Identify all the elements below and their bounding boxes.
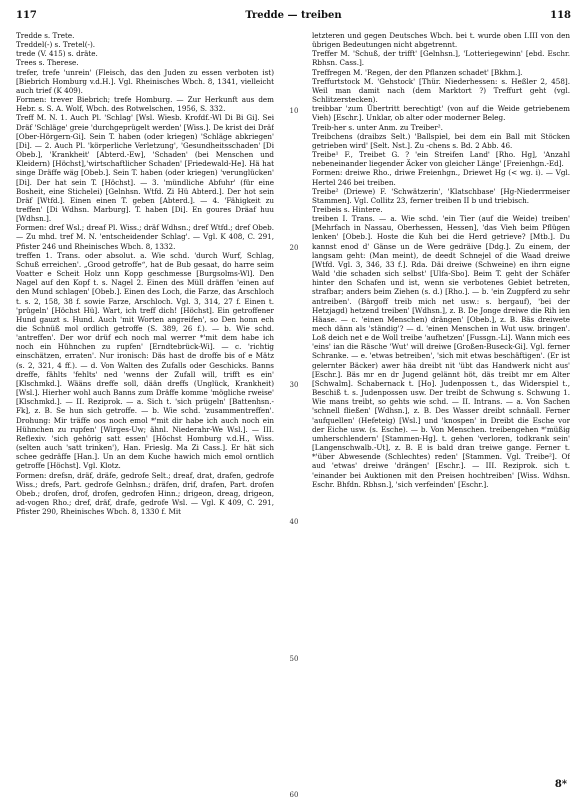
entry-paragraph: Formen: dreiwe Rho., driwe Freienhgn., Driewet Hg (< wg. i). — Vgl. Hertel 246 bei treiben.	[312, 168, 570, 187]
right-column	[312, 31, 570, 776]
entry-paragraph: treibbar 'zum Übertritt berechtigt' (von auf die Weide getriebenem Vieh) [Eschr.]. Unklar, ob alter oder moderner Beleg.	[312, 104, 570, 123]
entry-paragraph: Treffurtstock M. 'Gehstock' [Thür. Niederhessen: s. Heßler 2, 458]. Weil man damit nach (dem Marktort ?) Treffurt geht (vgl. Schlitzerstecken).	[312, 76, 570, 105]
left-column	[16, 31, 274, 776]
line-number: 20	[289, 244, 299, 252]
entry-paragraph: Treddel(-) s. Tretel(-).	[16, 40, 96, 50]
entry-paragraph: Treffregen M. 'Regen, der den Pflanzen schadet' [Bkhm.].	[312, 67, 523, 77]
line-number: 30	[289, 381, 299, 389]
entry-paragraph: letzteren und gegen Deutsches Wbch. bei t. wurde oben I.III von den übrigen Bedeutungen nicht abgetrennt.	[312, 31, 570, 50]
entry-paragraph: Trees s. Therese.	[16, 58, 79, 68]
entry-paragraph: Formen: dref Wsl.; dreaf Pl. Wiss.; dräf Wdhsn.; dref Wtfd.; dref Obeb. — Zu mhd. tref M. N. 'entscheidender Schlag'. — Vgl. K 408, C. 291, Pfister 246 und Rheinisches Wbch. 8, 1332.	[16, 223, 274, 251]
entry-paragraph: treiben I. Trans. — a. Wie schd. 'ein Tier (auf die Weide) treiben' [Mehrfach in Nassau, Oberhessen, Hessen], 'das Vieh beim Pflügen lenken' [Obeb.]. Hoste die Kuh bei die Herd getrieve? [Mtb.]. Du kannst enod d' Gänse un de Were gedräive [Ddg.]. Zu einem, der langsam geht: (Man meint), de deedt Schnejel of die Waad dreiwe [Wtfd. Vgl. 3, 346, 33 f.]. Rda. Däi dreiwe (Schweine) en ihrn eigne Wald 'die schaden sich selbst' [Ulfa-Sbo]. Beim T. geht der Schäfer hinter den Schafen und ist, wenn sie verbotenes Gebiet betreten, strafbar; anders beim Ziehen (s. d.) [Rho.]. — b. 'ein Zugpferd zu sehr antreiben'. (Bärgoff treib mich net usw.: s. bergauf), 'bei der Hetzjagd) hetzend treiben' [Wdhsn.], z. B. De Jonge dreiwe die Rih ien Häase. — c. 'einen Menschen) drängen' [Obeb.], z. B. Bäs dreiwete mech dänn als 'ständig'? — d. 'einen Menschen in Wut usw. bringen'. Loß deich net e de Woll treibe 'aufhetzen' [Fussgn.-Li]. Wann mich ees 'eins' ian die Räsche 'Wut' will dreiwe [Großen-Buseck-Gi]. Vgl. ferner Schranke. — e. 'etwas betreiben', 'sich mit etwas beschäftigen'. (Er ist gelernter Bäcker) awer häa dreibt nit 'übt das Handwerk nicht aus' [Eschr.]. Bäs mr en dr Jugend gelännt höt, däs treibt mr em Alter [Schwalm]. Schabernack t. [Ho]. Judenpossen t., das Widerspiel t., Beschiß t. s. Judenpossen usw. Der treibt de Schwung s. Schwung 1. Wie mans treibt, so gehts wie schd. — II. Intrans. — a. Von Sachen 'schnell fließen' [Wdhsn.], z. B. Des Wasser dreibt schnäall. Ferner 'aufquellen' (Hefeteig) [Wsl.] und 'knospen' in Dreibt die Esche vor der Eiche usw. (s. Esche). — b. Von Menschen. treibengehen *'müßig umherschlendern' [Stammen-Hg]. t. gehen 'verloren, todkrank sein' [Langenschwalb.-Ut], z. B. E is bald dran treiwe gange. Ferner t. *'über Abwesende (Schlechtes) reden' [Stammen. Vgl. Treibe²]. Of aud 'etwas' dreiwe 'drängen' [Eschr.]. — III. Reziprok. sich t. 'einander bei Auktionen mit den Preisen hochtreiben' [Wiss. Wdhsn. Eschr. Bhfdn. Rbhsn.], 'sich verfeinden' [Eschr.].	[312, 214, 570, 489]
entry-paragraph: trefer, trefe 'unrein' (Fleisch, das den Juden zu essen verboten ist) [Biebrich Homburg v.d.H.]. Vgl. Rheinisches Wbch. 8, 1341, vielleicht auch trief (K 409).	[16, 67, 274, 95]
entry-paragraph: treffen 1. Trans. oder absolut. a. Wie schd. 'durch Wurf, Schlag, Schuß erreichen'. „Grood getroffe“, hat de Bub gesaat, do harre seim Voatter e Scheit Holz unn Kopp geschmesse [Burgsolms-Wl]. Den Nagel auf den Kopf t. s. Nagel 2. Einen des Müll dräffen 'einen auf den Mund schlagen' [Obeb.]. Einen des Loch, die Farze, das Arschloch t. s. 2, 158, 38 f. sowie Farze, Arschloch. Vgl. 3, 314, 27 f. Einen t. 'prügeln' [Höchst Hü]. Wart, ich treff dich! [Höchst]. Ein getroffener Hund gauzt s. Hund. Auch 'mit Worten angreifen', so Den honn ech die Schnüß mol ordlich getroffe (S. 389, 26 f.). — b. Wie schd. 'antreffen'. Der wor drüf ech noch mal werrer *'mit dem habe ich noch ein Hühnchen zu rupfen' [Erndtebrück-Wi]. — c. 'richtig einschätzen, erraten'. Nur ironisch: Däs hast de droffe bis of e Mätz (s. 2, 321, 4 ff.). — d. Von Walten des Zufalls oder Geschicks. Banns dreffe, fählts 'fehlts' ned 'wenns der Zufall will, trifft es ein' [Klschmkd.]. Wääns dreffe soll, dään dreffs (Unglück, Krankheit) [Wsl.]. Hierher wohl auch Banns zum Dräffe komme 'mögliche rweise' [Klschmkd.]. — II. Reziprok. — a. Sich t. 'sich prügeln' [Battenhsn.-Fk], z. B. Se hun sich getroffe. — b. Wie schd. 'zusammentreffen'. Drohung: Mir träffe oos noch emol *'mit dir habe ich auch noch ein Hühnchen zu rupfen' [Wirges-Uw; ähnl. Niederahr-We Wsl.]. — III. Reflexiv. 'sich gehörig satt essen' [Höchst Homburg v.d.H., Wiss. (selten auch 'satt trinken'), Han. Frieslg. Ma Zi Cass.]. Er hät sich schee gedräffe [Han.]. Un an dem Kuche hawich mich emol orntlich getroffe [Höchst]. Vgl. Klotz.	[16, 250, 274, 471]
running-title: Tredde — treiben	[245, 10, 342, 21]
entry-paragraph: Treibeis s. Hintere.	[312, 204, 383, 214]
entry-paragraph: Treffer M. 'Schuß, der trifft' [Gelnhsn.], 'Lotteriegewinn' [ebd. Eschr. Rbhsn. Cass.].	[312, 49, 570, 68]
line-number: 60	[289, 791, 299, 799]
entry-paragraph: Formen: drefsn, dräf, dräfe, gedrofe Selt.; dreaf, drat, drafen, gedrofe Wiss.; drefs, Part. gedrofe Gelnhsn.; dräfen, drif, drafen, Part. drofen Obeb.; drofen, drof, drofen, gedrofen Hinn.; drigeon, dreag, drigeon, ad-vogen Rho.; dref, dräf, drafe, gedrofe Wsl. — Vgl. K 409, C. 291, Pfister 290, Rheinisches Wbch. 8, 1330 f. Mit	[16, 470, 274, 517]
entry-paragraph: Treibe² (Driewe) F. 'Schwätzerin', 'Klatschbase' [Hg-Niederrmeiser Stammen]. Vgl. Collitz 23, ferner treiben II b und triebisch.	[312, 186, 570, 205]
entry-paragraph: Treff M. N. 1. Auch Pl. 'Schlag' [Wsl. Wiesb. Krofdf.-Wl Di Bi Gi]. Sei Dräf 'Schläge' greie 'durchgeprügelt werden' [Wiss.]. De krist dei Dräf [Ober-Hörgern-Gi]. Sein T. haben (oder kriegen) 'Schläge abkriegen' [Di]. — 2. Auch Pl. 'körperliche Verletzung', 'Gesundheitsschaden' [Di Obeb.], 'Krankheit' [Abterd.-Ew], 'Schaden' (bei Menschen und Kleidern) [Höchst],'wirtschaftlicher Schaden' [Friedewald-He]. Hä hat singe Dräffe wäg [Obeb.]. Sein T. haben (oder kriegen) 'verunglücken' [Di]. Der hat sein T. [Höchst]. — 3. 'mündliche Abfuhr' (für eine Bosheit, eine Stichelei) [Gelnhsn. Wtfd. Zi Hü Abterd.]. Der hot sein Dräf [Wtfd.]. Einen einen T. geben [Abterd.]. — 4. 'Fähigkeit zu treffen' [Di Wdhsn. Marburg]. T. haben [Di]. En goures Dräaf huu [Wdhsn.].	[16, 113, 274, 224]
entry-paragraph: Treib-her s. unter Anm. zu Treiber².	[312, 122, 443, 132]
entry-paragraph: Tredde s. Trete.	[16, 31, 75, 40]
line-number: 10	[289, 107, 299, 115]
entry-paragraph: trede (V. 415) s. dräte.	[16, 49, 98, 59]
entry-paragraph: Formen: trever Biebrich; trefe Homburg. — Zur Herkunft aus dem Hebr. s. S. A. Wolf, Wbch. des Rotwelschen, 1956, S. 332.	[16, 95, 274, 114]
line-number: 50	[289, 655, 299, 663]
signature-mark: 8*	[554, 779, 567, 790]
entry-paragraph: Treibchens (draibzs Selt.) 'Ballspiel, bei dem ein Ball mit Stöcken getrieben wird' [Selt. Nst.]. Zu -chens s. Bd. 2 Abb. 46.	[312, 131, 570, 150]
entry-paragraph: Treibe¹ F., Treibet G. ? 'ein Streifen Land' [Rho. Hg], 'Anzahl nebeneinander liegender Äcker von gleicher Länge' [Freienhgn.-Ed].	[312, 150, 570, 169]
line-number: 40	[289, 518, 299, 526]
page-number-left: 117	[16, 10, 37, 21]
page-number-right: 118	[550, 10, 571, 21]
